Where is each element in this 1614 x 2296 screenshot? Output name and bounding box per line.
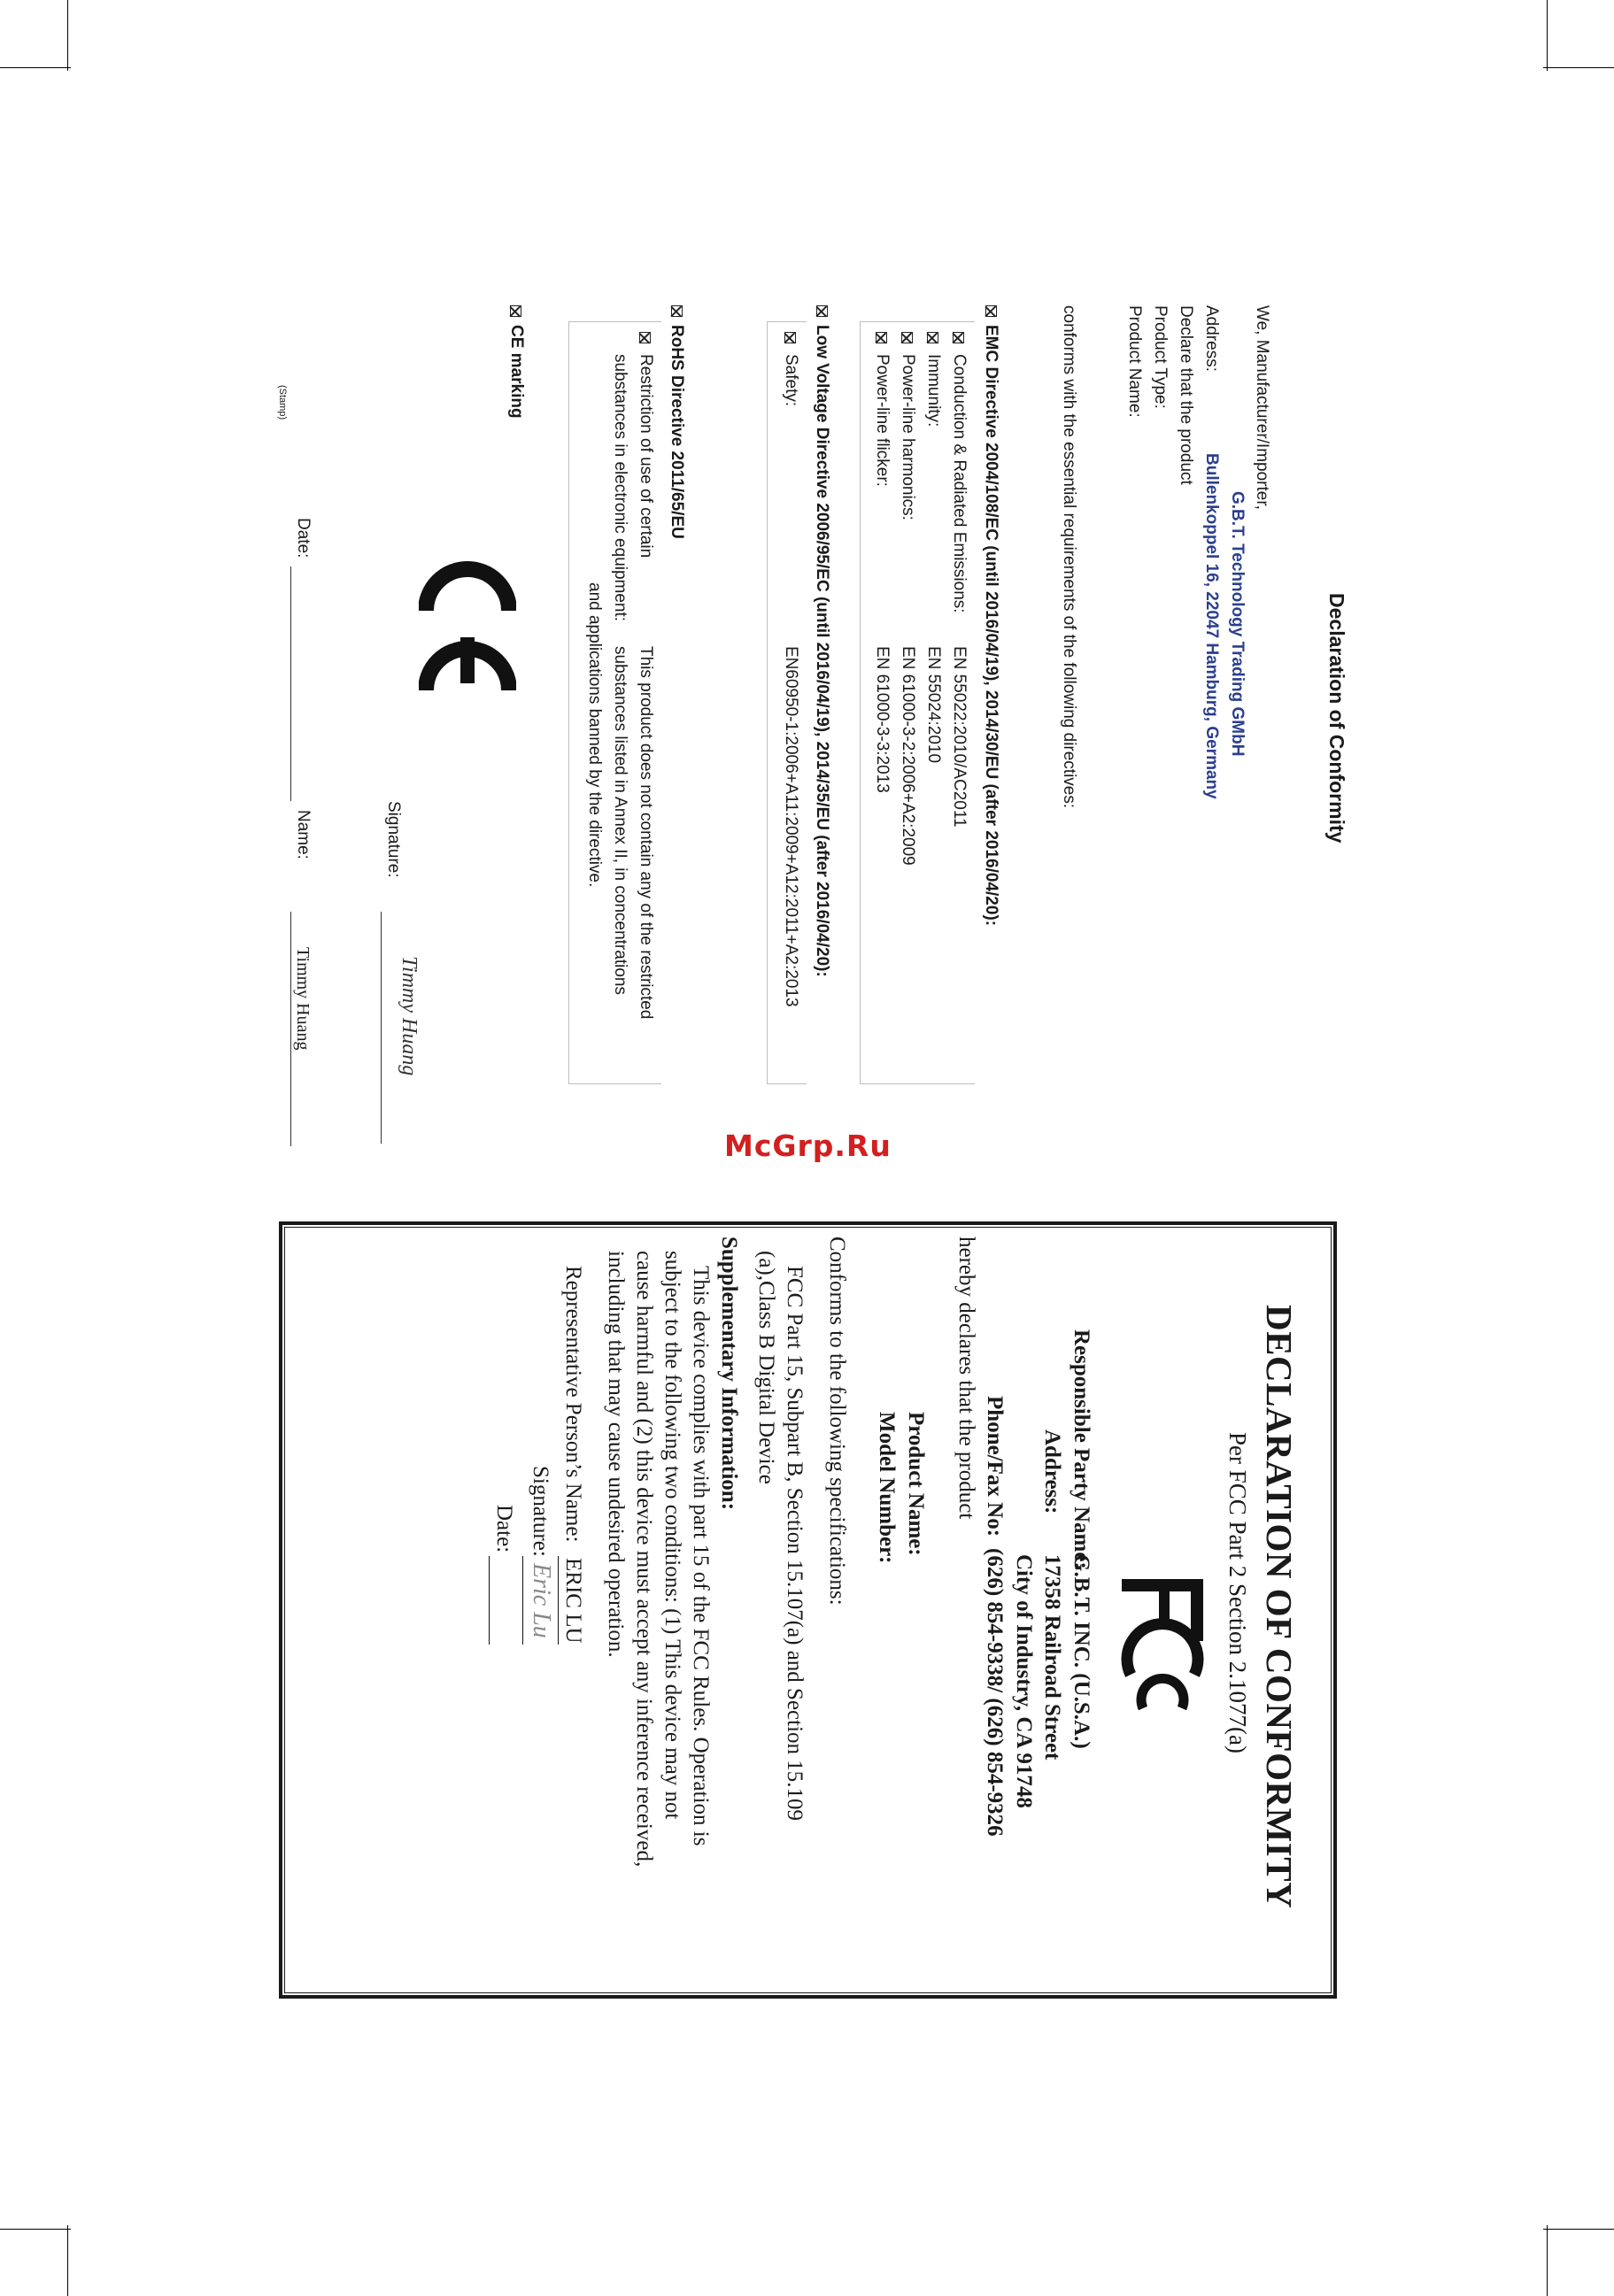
emc-item-label: Immunity: xyxy=(924,354,943,428)
fcc-signature-line xyxy=(522,1556,523,1645)
emc-item-value: EN 55024:2010 xyxy=(924,646,943,764)
supp-text: cause harmful and (2) this device must accept any inference received, xyxy=(632,1251,656,1868)
rohs-text: This product does not contain any of the restricted xyxy=(637,646,655,1020)
fcc-signature: Eric Lu xyxy=(528,1563,555,1638)
stamp-label: (Stamp) xyxy=(277,385,288,420)
fcc-spec: (a),Class B Digital Device xyxy=(754,1251,778,1484)
responsible-label: Responsible Party Name: xyxy=(1070,1329,1093,1569)
conforms-text: conforms with the essential requirements of the following directives: xyxy=(1060,305,1078,809)
hereby-text: hereby declares that the product xyxy=(954,1237,978,1520)
lvd-heading: Low Voltage Directive 2006/95/EC (until 2016/04/19), 2014/35/EU (after 2016/04/20): xyxy=(813,325,831,977)
rep-value: ERIC LU xyxy=(561,1558,585,1644)
supp-text: This device complies with part 15 of the FCC Rules. Operation is xyxy=(689,1266,713,1846)
rohs-text: and applications banned by the directive. xyxy=(585,582,604,888)
fcc-address-label: Address: xyxy=(1040,1429,1064,1514)
emc-item-value: EN 61000-3-2:2006+A2:2009 xyxy=(899,646,917,866)
fcc-product-name: Product Name: xyxy=(904,1412,928,1556)
date-label: Date: xyxy=(294,518,313,559)
responsible-value: G.B.T. INC. (U.S.A.) xyxy=(1070,1554,1093,1749)
rohs-label: Restriction of use of certain xyxy=(637,354,655,559)
phone-value: (626) 854-9338/ (626) 854-9326 xyxy=(983,1548,1007,1837)
product-type-label: Product Type: xyxy=(1151,305,1170,409)
fcc-logo-graphic xyxy=(1118,1577,1207,1737)
rohs-label: substances in electronic equipment: xyxy=(611,354,629,622)
declare-text: Declare that the product xyxy=(1177,305,1195,485)
lvd-item-value: EN60950-1:2006+A11:2009+A12:2011+A2:2013 xyxy=(782,646,800,1007)
signature-label: Signature: xyxy=(384,801,403,878)
supp-heading: Supplementary Information: xyxy=(717,1237,741,1511)
emc-item-value: EN 61000-3-3:2013 xyxy=(873,646,892,793)
product-name-label: Product Name: xyxy=(1125,305,1144,418)
fcc-title: DECLARATION OF CONFORMITY xyxy=(1259,1305,1300,1909)
fcc-city-value: City of Industry, CA 91748 xyxy=(1012,1554,1036,1808)
fcc-subtitle: Per FCC Part 2 Section 2.1077(a) xyxy=(1224,1432,1251,1753)
fcc-date-line xyxy=(489,1556,490,1645)
fcc-spec: FCC Part 15, Subpart B, Section 15.107(a) and Section 15.109 xyxy=(783,1266,807,1822)
supp-text: including that may cause undesired operation. xyxy=(604,1251,628,1658)
emc-item-label: Conduction & Radiated Emissions: xyxy=(950,354,969,613)
lvd-item-label: Safety: xyxy=(782,354,800,407)
ce-marking-label: CE marking xyxy=(507,325,526,419)
emc-item-label: Power-line flicker: xyxy=(873,354,892,487)
watermark: McGrp.Ru xyxy=(724,1129,892,1163)
name-value: Timmy Huang xyxy=(293,947,313,1051)
fcc-logo xyxy=(1118,1577,1207,1737)
fcc-date-label: Date: xyxy=(492,1505,516,1553)
company-name: G.B.T. Technology Trading GMbH xyxy=(1228,491,1247,757)
phone-label: Phone/Fax No: xyxy=(983,1396,1007,1537)
fcc-signature-label: Signature: xyxy=(529,1466,552,1557)
ce-title: Declaration of Conformity xyxy=(1325,593,1348,844)
address-value: Bullenkoppel 16, 22047 Hamburg, Germany xyxy=(1202,453,1221,799)
emc-item-label: Power-line harmonics: xyxy=(899,354,917,520)
ce-signature: Timmy Huang xyxy=(398,956,421,1076)
emc-heading: EMC Directive 2004/108/EC (until 2016/04/19), 2014/30/EU (after 2016/04/20): xyxy=(982,325,1000,927)
rohs-text: substances listed in Annex II, in concentrations xyxy=(611,646,629,995)
rep-label: Representative Person’s Name: xyxy=(561,1266,585,1543)
supp-text: subject to the following two conditions: (1) This device may not xyxy=(660,1251,684,1820)
rohs-heading: RoHS Directive 2011/65/EU xyxy=(668,325,686,539)
fcc-conforms: Conforms to the following specifications: xyxy=(825,1237,849,1606)
rep-line xyxy=(558,1556,559,1645)
manufacturer-label: We, Manufacturer/Importer, xyxy=(1253,305,1271,510)
address-label: Address: xyxy=(1202,305,1221,372)
fcc-address-value: 17358 Railroad Street xyxy=(1040,1554,1064,1761)
emc-item-value: EN 55022:2010/AC2011 xyxy=(950,646,969,828)
fcc-model-number: Model Number: xyxy=(875,1412,899,1564)
name-label: Name: xyxy=(294,810,313,859)
